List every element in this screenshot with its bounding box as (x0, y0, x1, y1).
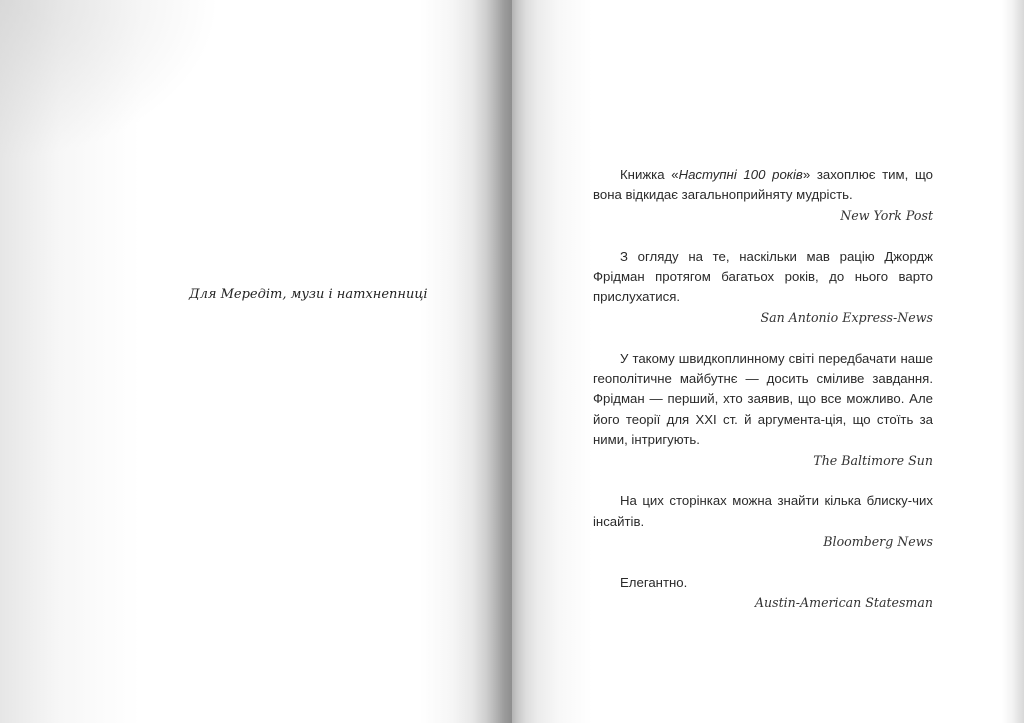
book-title: Наступні 100 років (678, 167, 803, 182)
review-source: Austin-American Statesman (754, 595, 933, 611)
review-quote: Книжка «Наступні 100 років» захоплює тим, що вона відкидає загальноприйняту мудрість. (593, 167, 933, 203)
review-quote: На цих сторінках можна знайти кілька блиску-чих інсайтів. (593, 493, 933, 529)
review-blurb (593, 573, 933, 614)
review-source: The Baltimore Sun (813, 452, 933, 468)
review-blurb (593, 165, 933, 226)
review-source: San Antonio Express-News (760, 309, 933, 325)
review-source: Bloomberg News (823, 534, 933, 550)
review-quote: Елегантно. (620, 575, 688, 591)
review-blurbs (593, 165, 933, 634)
review-blurb (593, 349, 933, 471)
review-quote: У такому швидкоплинному світі передбачати наше геополітичне майбутнє — досить сміливе завдання. Фрідман — перший, хто заявив, що все можливо. Але його теорії для XXI ст. й аргумента-ція, що стоїть за ними, інтригують. (593, 350, 933, 448)
dedication: Для Мередіт, музи і натхнenниці (189, 287, 428, 302)
review-blurb (593, 491, 933, 552)
review-quote: З огляду на те, наскільки мав рацію Джордж Фрідман протягом багатьох років, до нього варто прислухатися. (593, 248, 933, 305)
review-source: New York Post (840, 207, 933, 223)
review-blurb (593, 247, 933, 329)
